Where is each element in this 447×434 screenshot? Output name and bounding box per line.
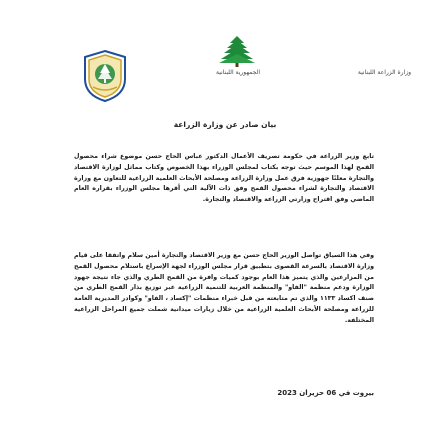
date-line: بيروت في 06 حزيران 2023 [277, 389, 374, 397]
document-subject: بيان صادر عن وزارة الزراعة [173, 120, 277, 129]
republic-name: الجمهورية اللبنانية [215, 69, 261, 76]
paragraph-1: تابع وزير الزراعة في حكومة تصريف الأعمال الدكتور عباس الحاج حسن موضوع شراء محصول القمح لهذا الموسم حيث توجه بكتاب لمجلس الوزراء بهذا الخصوص وكتاب مماثل لوزارة الاقتصاد والتجارة معلنًا جهوزية فرق عمل وزارة الزراعة ومصلحة الأبحاث العلمية الزراعية للتعاون مع وزارة الاقتصاد والتجارة لشراء محصول القمح وفق ذات الآلية التي أقرها مجلس الوزراء بقراره العام الماضي وفق اقتراح وزارتي الزراعة والاقتصاد والتجارة. [74, 153, 374, 204]
paragraph-2: وفي هذا السياق تواصل الوزير الحاج حسن مع وزير الاقتصاد والتجارة أمين سلام واتفقا على قيام وزارة الاقتصاد بالسرعة القصوى بتطبيق قرار مجلس الوزراء لجهة الإسراع باستلام محصول القمح من المزارعين والذي يتميز هذا العام بوجود كميات وافرة من القمح الطري والذي جاء نتيجة جهود الوزارة ودعم منظمة "الفاو" والمنظمة العربية للتنمية الزراعية عبر توزيع بذار القمح الطري من صنف اكساد ١١٣٣ والذي تم متابعته من قبل خبراء منظمات "إكساد ، الفاو" وكوادر المديرية العامة للزراعة ومصلحة الأبحاث العلمية الزراعية من خلال زيارات ميدانية شملت جميع المراحل الزراعية المختلفة. [74, 252, 374, 324]
lebanese-cedar-icon [218, 34, 256, 68]
ministry-name: وزارة الزراعة اللبنانية [357, 69, 411, 76]
ministry-seal-icon [80, 49, 130, 103]
